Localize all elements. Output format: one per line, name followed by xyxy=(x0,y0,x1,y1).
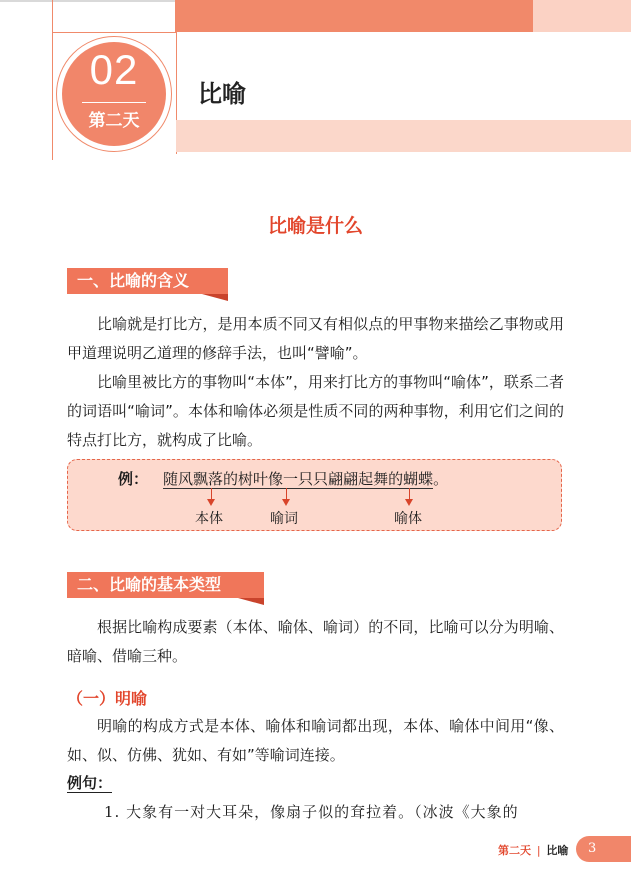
page-title: 比喻是什么 xyxy=(267,215,363,237)
header-band-light xyxy=(533,0,631,32)
header-band xyxy=(175,0,533,32)
footer-section: 第二天 xyxy=(498,844,531,857)
chapter-day-label: 第二天 xyxy=(88,111,140,131)
paragraph: 比喻就是打比方，是用本质不同又有相似点的甲事物来描绘乙事物或用甲道理说明乙道理的修辞手法，也叫“譬喻”。 xyxy=(67,315,564,362)
arrow-line xyxy=(409,488,410,499)
subsection-body xyxy=(67,712,564,770)
term-vehicle: 喻体 xyxy=(394,511,422,527)
arrow-down-icon xyxy=(405,499,413,506)
section-heading-tail xyxy=(202,294,228,301)
term-metaphor-word: 喻词 xyxy=(270,511,298,527)
example-heading: 例句： xyxy=(67,774,113,792)
chapter-number: 02 xyxy=(89,46,139,93)
term-ontology: 本体 xyxy=(195,511,223,527)
section1-body xyxy=(67,310,564,455)
header-frame-line xyxy=(52,0,53,160)
sentence-end: 。 xyxy=(433,470,449,488)
footer-separator: | xyxy=(536,844,541,857)
sentence-metaphor-word: 像 xyxy=(268,470,284,488)
section-heading-2 xyxy=(67,572,264,605)
chapter-title: 比喻 xyxy=(198,80,246,108)
page-number: 3 xyxy=(576,836,631,862)
section-heading-1 xyxy=(67,268,228,301)
arrow-down-icon xyxy=(282,499,290,506)
section-heading-tail xyxy=(238,598,264,605)
sentence-part: 一只只 xyxy=(283,470,329,488)
title-underband xyxy=(176,120,631,152)
paragraph: 比喻里被比方的事物叫“本体”，用来打比方的事物叫“喻体”，联系二者的词语叫“喻词”。本体和喻体必须是性质不同的两种事物，利用它们之间的特点打比方，就构成了比喻。 xyxy=(67,373,564,449)
arrow-down-icon xyxy=(207,499,215,506)
arrow-line xyxy=(286,488,287,499)
badge-divider xyxy=(82,102,146,103)
paragraph: 明喻的构成方式是本体、喻体和喻词都出现，本体、喻体中间用“像、如、似、仿佛、犹如、有如”等喻词连接。 xyxy=(67,717,564,764)
footer-running-head xyxy=(498,842,568,858)
sentence-vehicle: 翩翩起舞的蝴蝶 xyxy=(328,470,434,488)
sentence-ontology: 树叶 xyxy=(238,470,269,488)
example-label: 例： xyxy=(118,470,149,488)
example-sentence xyxy=(163,468,448,489)
paragraph: 根据比喻构成要素（本体、喻体、喻词）的不同，比喻可以分为明喻、暗喻、借喻三种。 xyxy=(67,618,564,665)
footer-title: 比喻 xyxy=(546,844,569,857)
section2-body xyxy=(67,613,564,671)
arrow-line xyxy=(211,488,212,499)
subsection-heading: （一）明喻 xyxy=(67,689,148,708)
section-heading-label: 二、比喻的基本类型 xyxy=(67,572,264,598)
section-heading-label: 一、比喻的含义 xyxy=(67,268,228,294)
sentence-part: 随风飘落的 xyxy=(163,470,239,488)
example-sentence-1: 1. 大象有一对大耳朵，像扇子似的耷拉着。（冰波《大象的 xyxy=(104,803,519,821)
header-frame-line xyxy=(52,32,177,33)
